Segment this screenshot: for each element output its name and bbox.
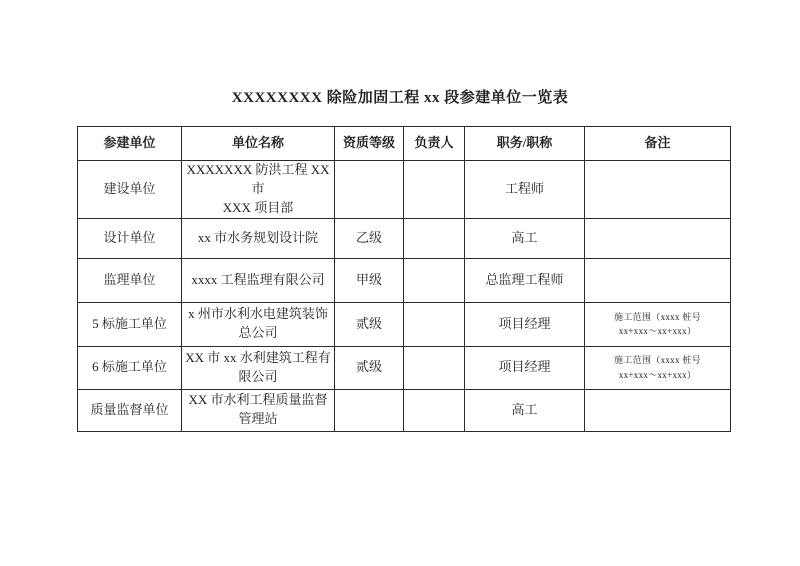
header-row xyxy=(78,127,731,161)
cell-job-title: 项目经理 xyxy=(465,346,585,389)
table-row xyxy=(78,389,731,431)
page-title: XXXXXXXX 除险加固工程 xx 段参建单位一览表 xyxy=(231,90,569,106)
cell-remark: 施工范围（xxxx 桩号 xx+xxx～xx+xxx） xyxy=(585,302,731,346)
cell-remark xyxy=(585,218,731,258)
cell-remark xyxy=(585,258,731,302)
cell-job-title: 高工 xyxy=(465,218,585,258)
cell-principal xyxy=(404,346,465,389)
cell-unit-name: XXXXXXX 防洪工程 XX 市 XXX 项目部 xyxy=(182,161,335,219)
cell-unit-type: 监理单位 xyxy=(78,258,182,302)
cell-unit-name: x 州市水利水电建筑装饰 总公司 xyxy=(182,302,335,346)
table-row xyxy=(78,302,731,346)
cell-qualification: 乙级 xyxy=(335,218,404,258)
cell-remark xyxy=(585,161,731,219)
column-header-unit-name: 单位名称 xyxy=(182,127,335,161)
cell-principal xyxy=(404,302,465,346)
column-header-remark: 备注 xyxy=(585,127,731,161)
column-header-principal: 负责人 xyxy=(404,127,465,161)
cell-unit-type: 质量监督单位 xyxy=(78,389,182,431)
cell-principal xyxy=(404,258,465,302)
cell-job-title: 高工 xyxy=(465,389,585,431)
column-header-job-title: 职务/职称 xyxy=(465,127,585,161)
cell-qualification xyxy=(335,389,404,431)
cell-qualification xyxy=(335,161,404,219)
cell-qualification: 贰级 xyxy=(335,346,404,389)
cell-unit-type: 设计单位 xyxy=(78,218,182,258)
cell-unit-name: XX 市水利工程质量监督 管理站 xyxy=(182,389,335,431)
cell-unit-type: 6 标施工单位 xyxy=(78,346,182,389)
cell-unit-name: xx 市水务规划设计院 xyxy=(182,218,335,258)
cell-principal xyxy=(404,161,465,219)
cell-job-title: 项目经理 xyxy=(465,302,585,346)
participants-table xyxy=(77,126,731,432)
cell-job-title: 工程师 xyxy=(465,161,585,219)
cell-qualification: 贰级 xyxy=(335,302,404,346)
cell-unit-name: XX 市 xx 水利建筑工程有 限公司 xyxy=(182,346,335,389)
cell-principal xyxy=(404,389,465,431)
cell-unit-type: 5 标施工单位 xyxy=(78,302,182,346)
cell-unit-name: xxxx 工程监理有限公司 xyxy=(182,258,335,302)
table-row xyxy=(78,161,731,219)
cell-qualification: 甲级 xyxy=(335,258,404,302)
cell-unit-type: 建设单位 xyxy=(78,161,182,219)
cell-remark xyxy=(585,389,731,431)
table-row xyxy=(78,258,731,302)
cell-remark: 施工范围（xxxx 桩号 xx+xxx～xx+xxx） xyxy=(585,346,731,389)
cell-principal xyxy=(404,218,465,258)
table-row xyxy=(78,346,731,389)
table-row xyxy=(78,218,731,258)
cell-job-title: 总监理工程师 xyxy=(465,258,585,302)
column-header-qualification: 资质等级 xyxy=(335,127,404,161)
column-header-unit-type: 参建单位 xyxy=(78,127,182,161)
